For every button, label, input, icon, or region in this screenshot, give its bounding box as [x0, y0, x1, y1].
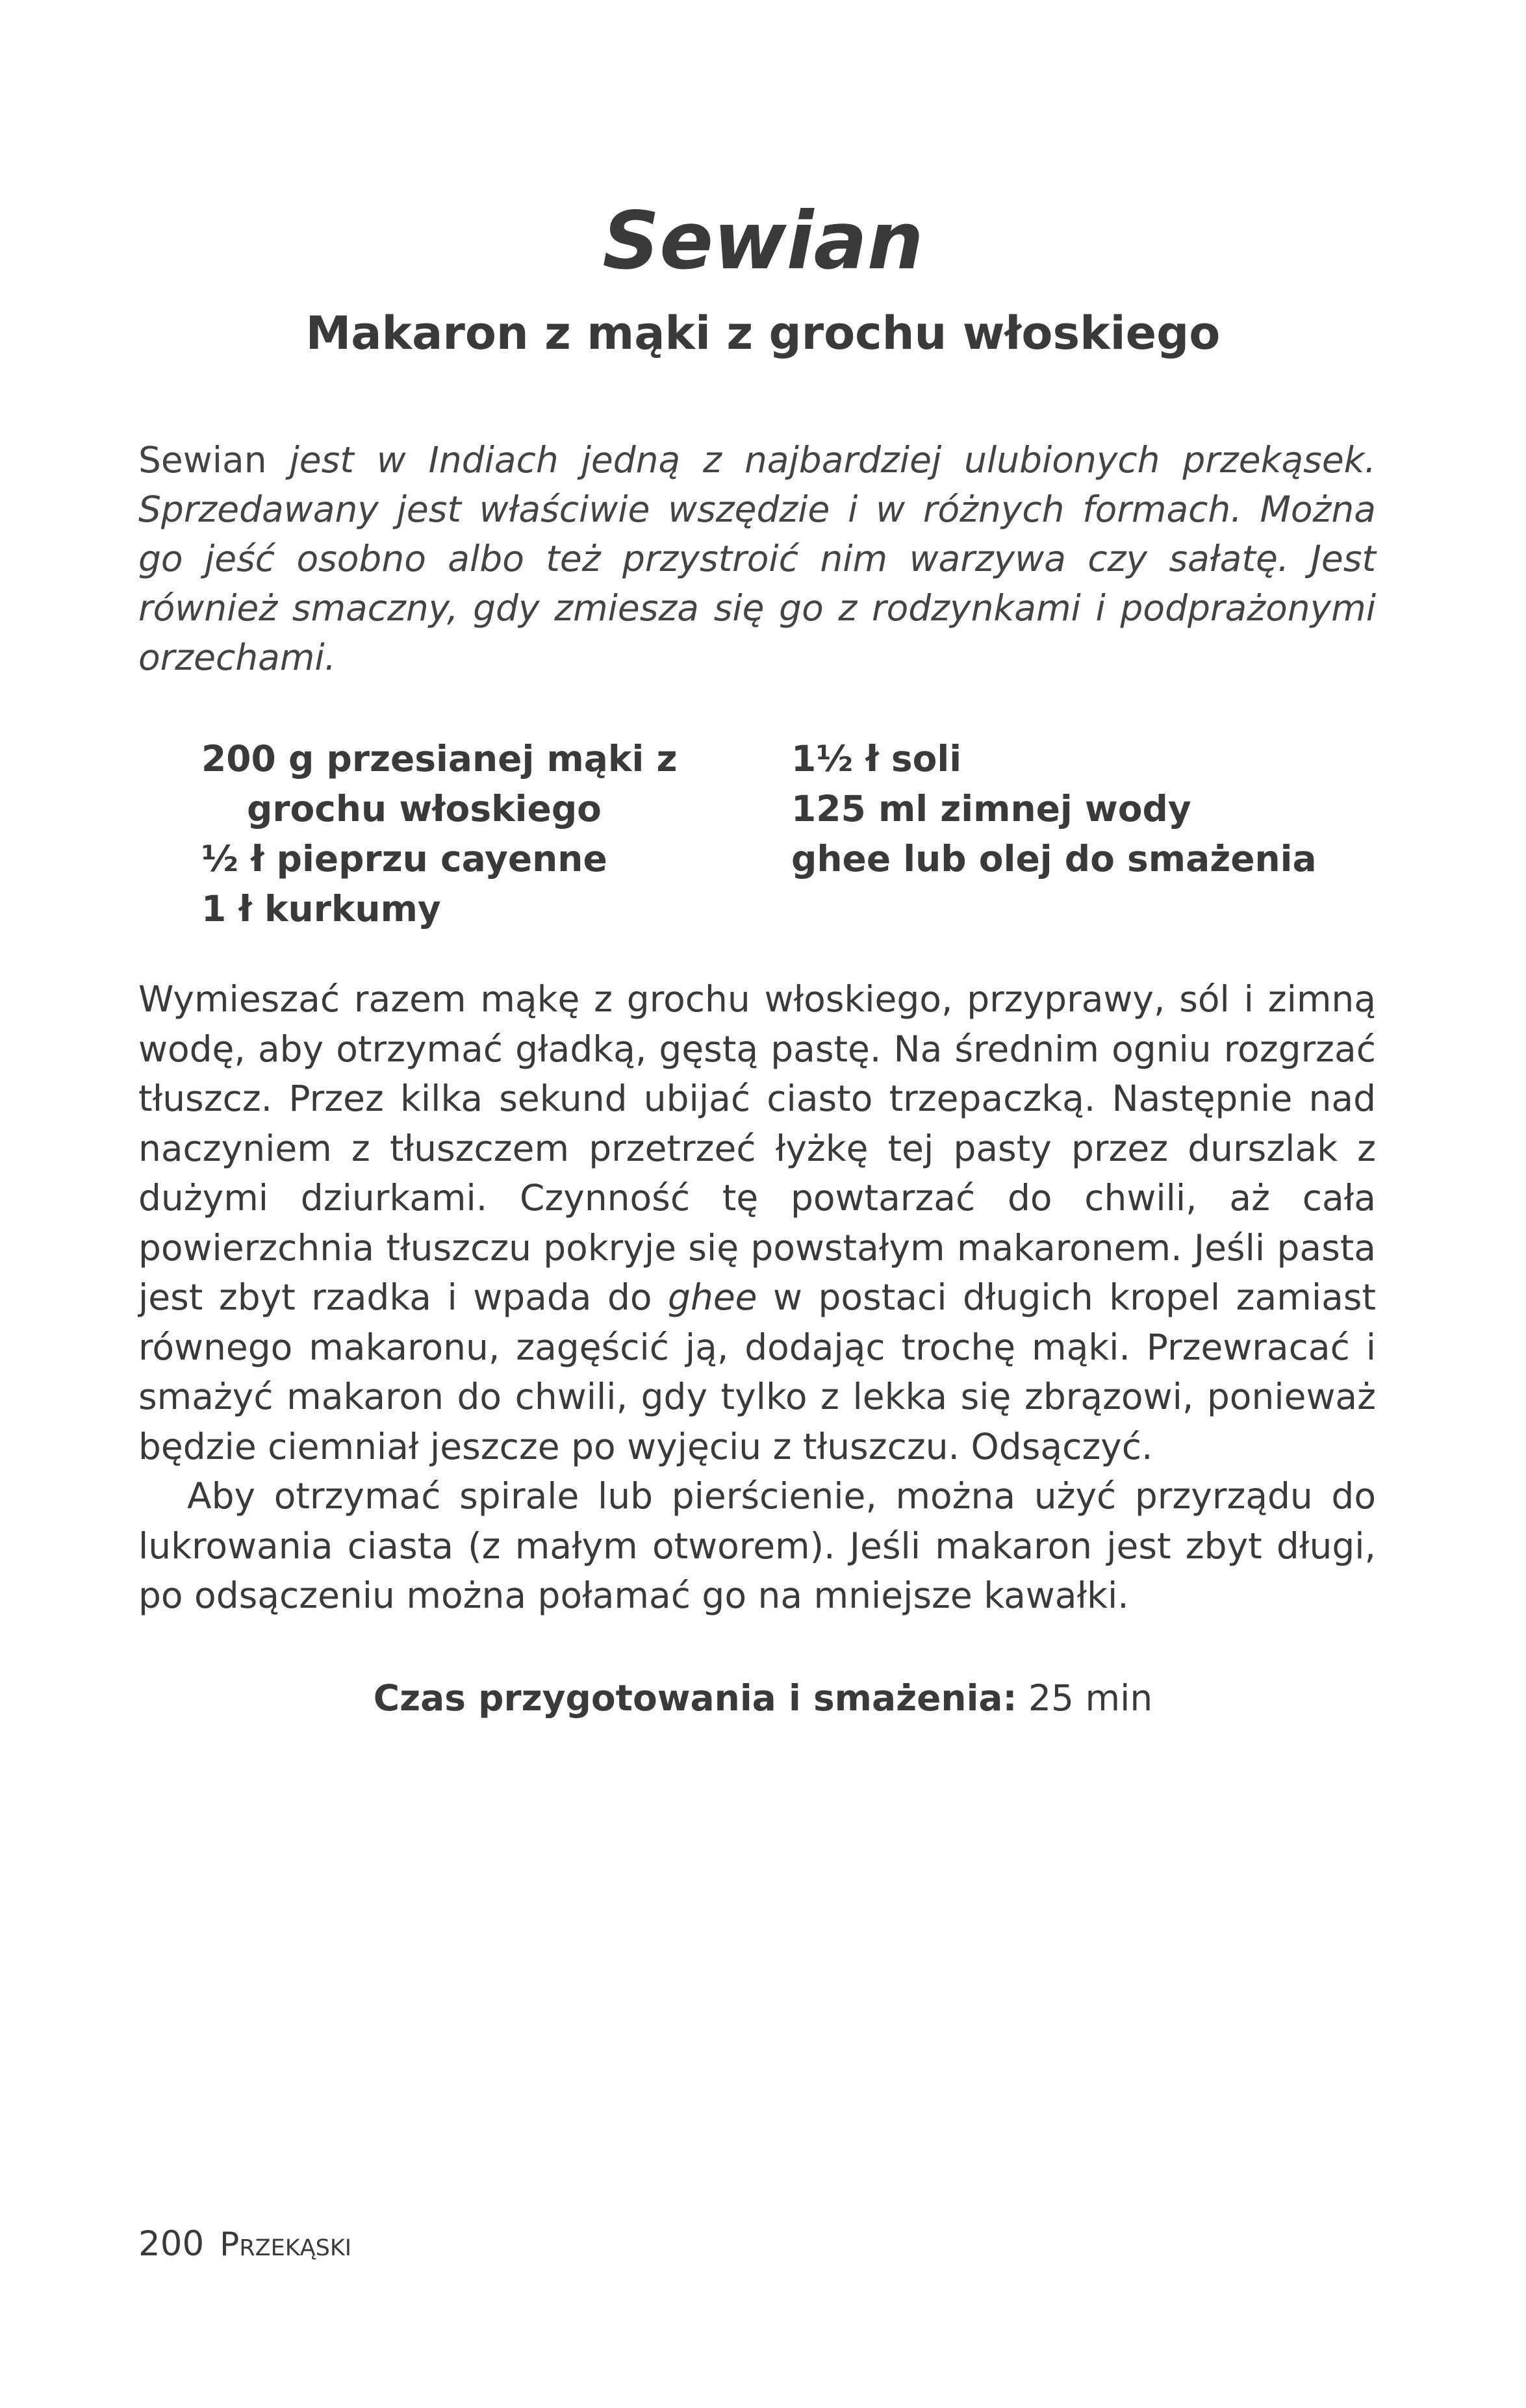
ingredient-item: 1 ł kurkumy — [201, 888, 441, 930]
intro-text: jest w Indiach jedną z najbardziej ulubionych przekąsek. Sprzedawany jest właściwie wszędzie i w różnych formach. Można go jeść osobno albo też przystroić nim warzywa czy sałatę. Jest również smaczny, gdy zmiesza się go z rodzynkami i podprażonymi orzechami. — [138, 439, 1376, 678]
intro-paragraph — [138, 435, 1376, 682]
method-text-part: Wymieszać razem mąkę z grochu włoskiego, przyprawy, sól i zimną wodę, aby otrzymać gładką, gęstą pastę. Na średnim ogniu rozgrzać tłuszcz. Przez kilka sekund ubijać ciasto trzepaczką. Następnie nad naczyniem z tłuszczem przetrzeć łyżkę tej pasty przez durszlak z dużymi dziurkami. Czynność tę powtarzać do chwili, aż cała powierzchnia tłuszczu pokryje się powstałym makaronem. Jeśli pasta jest zbyt rzadka i wpada do — [138, 978, 1376, 1318]
method-paragraph-1 — [138, 974, 1376, 1471]
intro-lead: Sewian — [138, 439, 267, 481]
ingredient-item: ghee lub olej do smażenia — [791, 838, 1317, 880]
method-emphasis: ghee — [668, 1276, 757, 1318]
preparation-time — [0, 1677, 1526, 1719]
method-text-part: w postaci długich kropel zamiast równego makaronu, zagęścić ją, dodając trochę mąki. Przewracać i smażyć makaron do chwili, gdy tylko z lekka się zbrązowi, ponieważ będzie ciemniał jeszcze po wyjęciu z tłuszczu. Odsączyć. — [138, 1276, 1377, 1467]
method-text — [138, 974, 1376, 1621]
ingredient-item: 1½ ł soli — [791, 738, 962, 779]
preparation-time-label: Czas przygotowania i smażenia: — [373, 1677, 1017, 1719]
preparation-time-value: 25 min — [1028, 1677, 1153, 1719]
method-paragraph-2: Aby otrzymać spirale lub pierścienie, można użyć przyrządu do lukrowania ciasta (z małym otworem). Jeśli makaron jest zbyt długi, po odsączeniu można połamać go na mniejsze kawałki. — [138, 1475, 1376, 1616]
ingredients-left-column — [201, 734, 682, 934]
recipe-title: Sewian — [602, 195, 924, 287]
section-name: Przekąski — [220, 2225, 352, 2263]
ingredient-item: 125 ml zimnej wody — [791, 788, 1191, 830]
recipe-subtitle: Makaron z mąki z grochu włoskiego — [305, 307, 1221, 360]
page-footer — [138, 2224, 351, 2264]
ingredient-item: 200 g przesianej mąki z grochu włoskiego — [201, 738, 678, 830]
page-number: 200 — [138, 2224, 205, 2264]
ingredient-item: ½ ł pieprzu cayenne — [201, 838, 607, 880]
ingredients-right-column — [791, 734, 1376, 884]
